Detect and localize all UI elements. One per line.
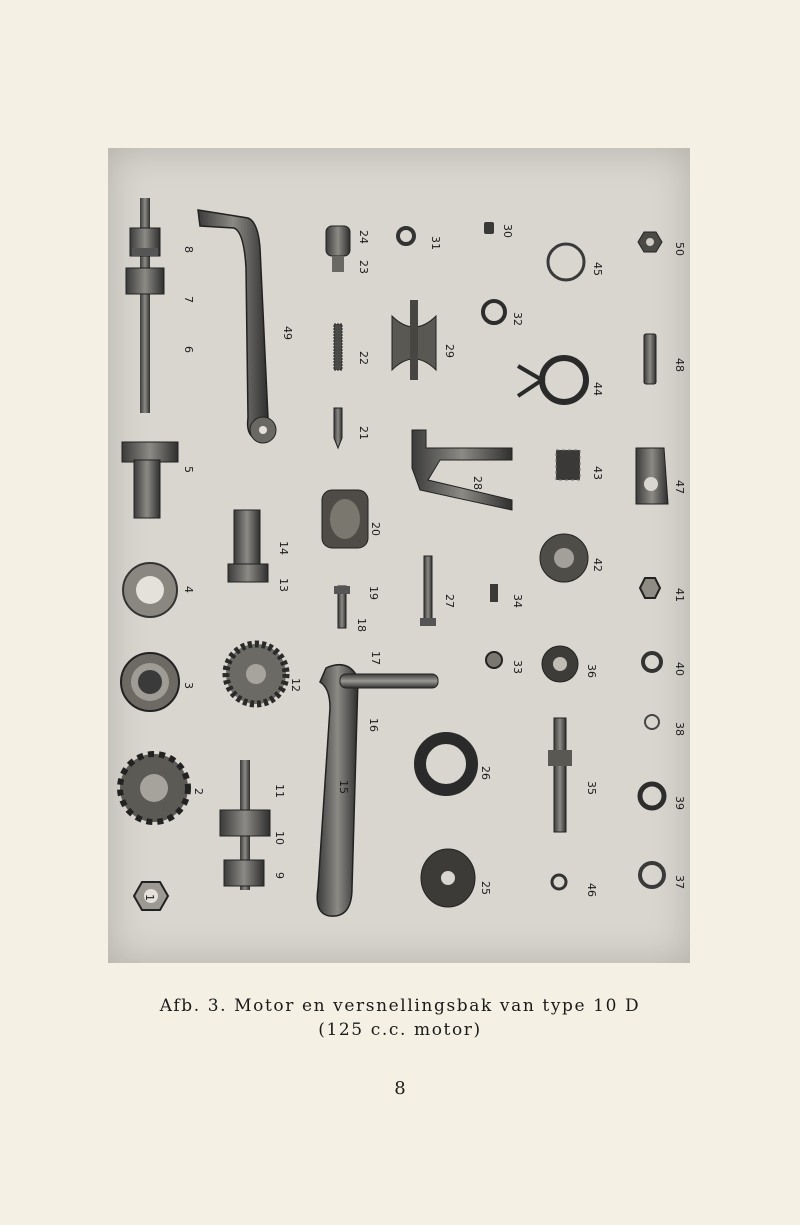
part-number-label: 1: [143, 894, 156, 901]
part-number-label: 38: [673, 722, 686, 736]
figure-caption: [100, 994, 700, 1042]
part-number-label: 41: [673, 588, 686, 602]
part-number-label: 16: [367, 718, 380, 732]
part-number-label: 48: [673, 358, 686, 372]
bolt-part: [420, 556, 436, 626]
part-number-label: 35: [585, 781, 598, 795]
caption-line-1: Afb. 3. Motor en versnellingsbak van type 10 D: [159, 996, 641, 1016]
part-number-label: 28: [471, 476, 484, 490]
washer-part: [645, 715, 659, 729]
part-number-label: 6: [182, 346, 195, 353]
washer-part: [643, 653, 661, 671]
parts-photograph: [108, 148, 690, 963]
pin-part: [334, 408, 342, 448]
part-number-label: 43: [591, 466, 604, 480]
cam-part: [542, 646, 578, 682]
part-number-label: 31: [429, 236, 442, 250]
nut-part: [638, 232, 662, 252]
lever-part: [636, 448, 668, 504]
part-number-label: 23: [357, 260, 370, 274]
part-number-label: 9: [273, 872, 286, 879]
part-number-label: 45: [591, 262, 604, 276]
clip-part: [518, 358, 586, 402]
part-number-label: 34: [511, 594, 524, 608]
part-number-label: 15: [337, 780, 350, 794]
kickstart-lever-part: [198, 210, 276, 443]
spindle-part: [548, 718, 572, 832]
bolt-part: [490, 584, 498, 602]
washer-part: [483, 301, 505, 323]
part-number-label: 18: [355, 618, 368, 632]
part-number-label: 25: [479, 881, 492, 895]
sleeve-part: [228, 510, 268, 582]
part-number-label: 2: [192, 788, 205, 795]
part-number-label: 46: [585, 883, 598, 897]
part-number-label: 21: [357, 426, 370, 440]
gear-part: [226, 644, 286, 704]
nut-part: [486, 652, 502, 668]
part-number-label: 11: [273, 784, 286, 798]
pin-part: [644, 334, 656, 384]
part-number-label: 30: [501, 224, 514, 238]
part-number-label: 49: [281, 326, 294, 340]
washer-part: [640, 784, 664, 808]
part-number-label: 50: [673, 242, 686, 256]
part-number-label: 39: [673, 796, 686, 810]
gear-shaft-part: [126, 198, 164, 413]
kickstart-arm-part: [317, 665, 438, 916]
part-number-label: 4: [182, 586, 195, 593]
spring-part: [334, 324, 342, 370]
caption-line-2: (125 c.c. motor): [318, 1020, 482, 1040]
washer-part: [123, 563, 177, 617]
part-number-label: 26: [479, 766, 492, 780]
nut-part: [484, 222, 494, 234]
ring-part: [420, 738, 472, 790]
page-number: 8: [394, 1078, 406, 1099]
sprocket-part: [120, 754, 188, 822]
shift-fork-part: [412, 430, 512, 510]
bobbin-part: [392, 300, 436, 380]
ring-part: [398, 228, 414, 244]
part-number-label: 29: [443, 344, 456, 358]
part-number-label: 13: [277, 578, 290, 592]
part-number-label: 8: [182, 246, 195, 253]
part-number-label: 44: [591, 382, 604, 396]
bearing-part: [121, 653, 179, 711]
part-number-label: 47: [673, 480, 686, 494]
nut-part: [640, 578, 660, 598]
part-number-label: 10: [273, 831, 286, 845]
part-number-label: 27: [443, 594, 456, 608]
rubber-pad-part: [322, 490, 368, 548]
part-number-label: 19: [367, 586, 380, 600]
part-number-label: 40: [673, 662, 686, 676]
nipple-part: [326, 226, 350, 272]
ring-part: [548, 244, 584, 280]
part-number-label: 36: [585, 664, 598, 678]
washer-part: [640, 863, 664, 887]
ring-part: [552, 875, 566, 889]
part-number-label: 22: [357, 351, 370, 365]
spring-part: [556, 450, 580, 480]
part-number-label: 37: [673, 875, 686, 889]
part-number-label: 17: [369, 651, 382, 665]
part-number-label: 33: [511, 660, 524, 674]
gear-part: [122, 442, 178, 518]
part-number-label: 7: [182, 296, 195, 303]
part-number-label: 24: [357, 230, 370, 244]
part-number-label: 20: [369, 522, 382, 536]
part-number-label: 3: [182, 682, 195, 689]
parts-illustration: [108, 148, 690, 963]
part-number-label: 5: [182, 466, 195, 473]
washer-part: [421, 849, 475, 907]
part-number-label: 42: [591, 558, 604, 572]
cam-part: [540, 534, 588, 582]
part-number-label: 14: [277, 541, 290, 555]
gear-shaft-part: [220, 760, 270, 890]
part-number-label: 32: [511, 312, 524, 326]
part-number-label: 12: [289, 678, 302, 692]
bolt-part: [334, 586, 350, 628]
